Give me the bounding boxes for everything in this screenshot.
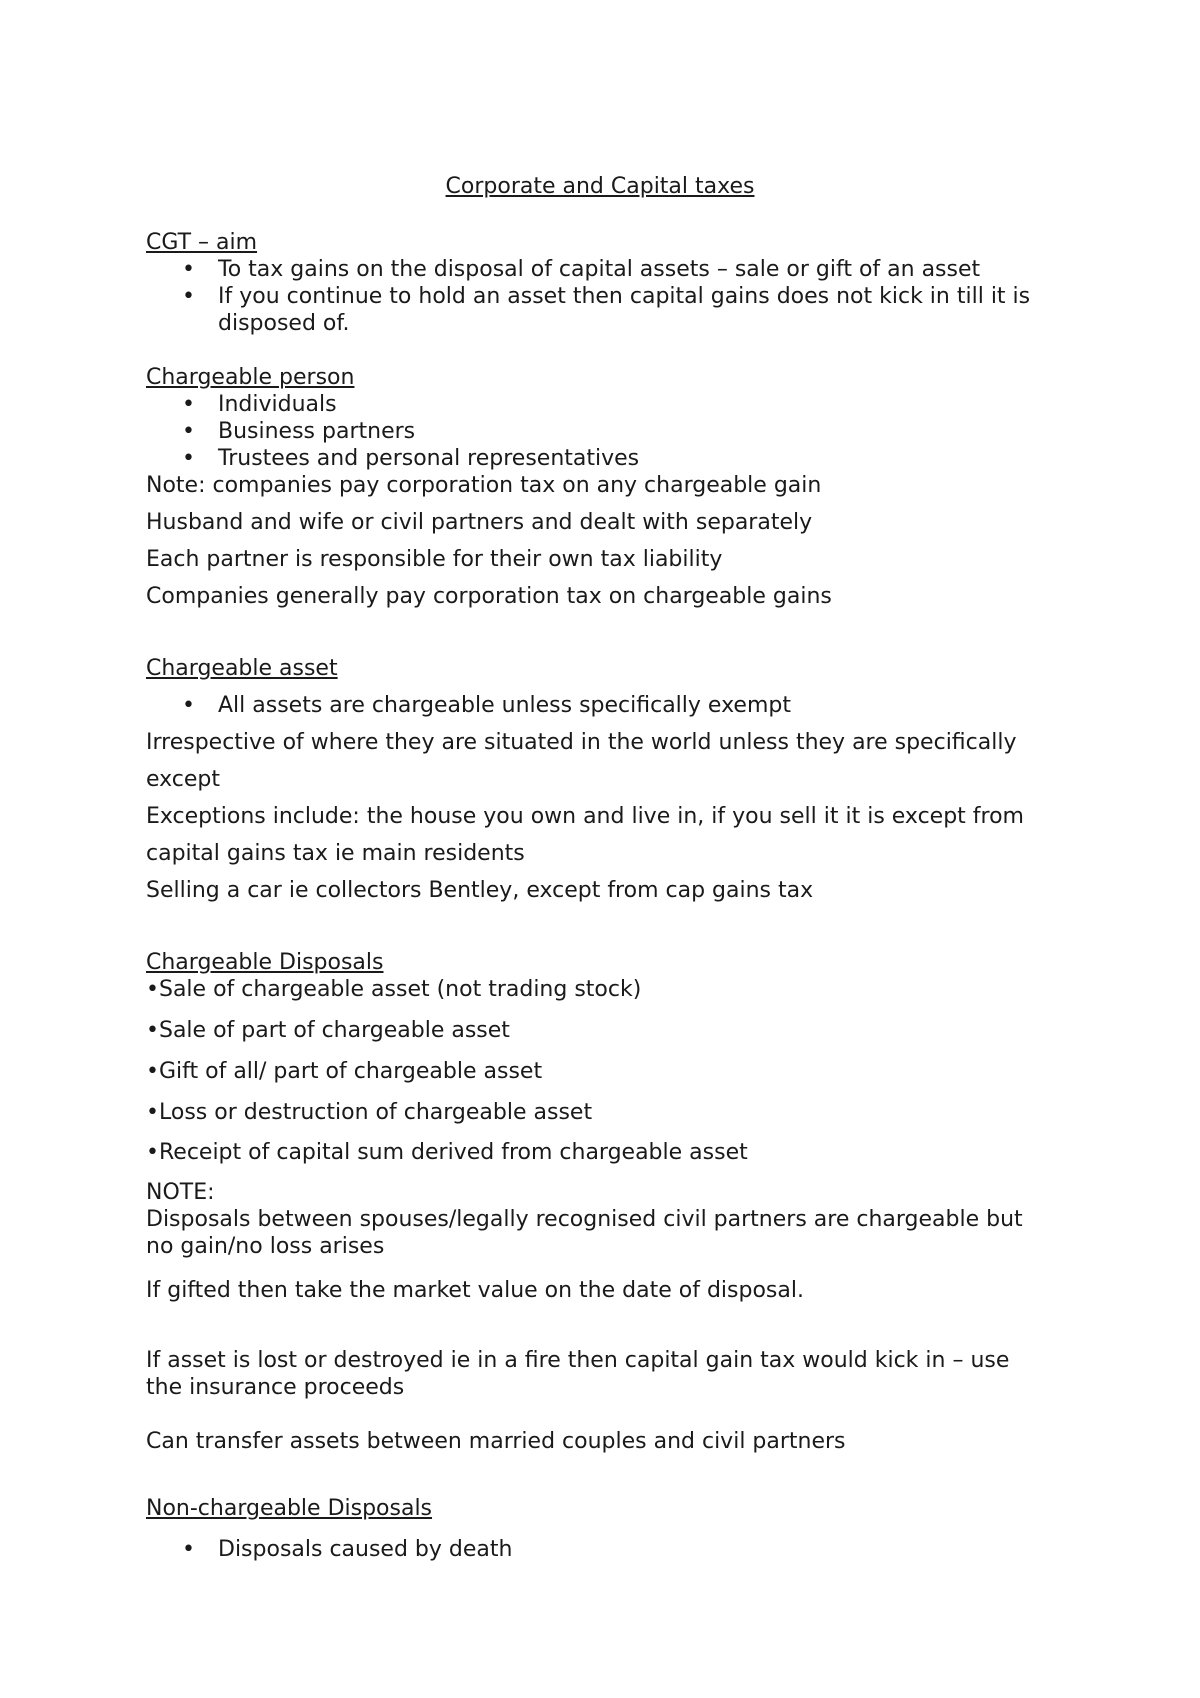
text-line: Each partner is responsible for their own tax liability [146,547,723,572]
bullet-icon: • [146,1059,159,1084]
list-item: •Gift of all/ part of chargeable asset [146,1059,543,1084]
text-line: NOTE: [146,1180,215,1205]
list-item: •Receipt of capital sum derived from chargeable asset [146,1140,748,1165]
bullet-icon: • [182,419,195,444]
text-line: Disposals between spouses/legally recognised civil partners are chargeable but [146,1207,1023,1232]
heading-chargeable-person: Chargeable person [146,365,355,390]
text-line: If asset is lost or destroyed ie in a fire then capital gain tax would kick in – use [146,1348,1010,1373]
list-item: •Sale of chargeable asset (not trading stock) [146,977,642,1002]
text-line: no gain/no loss arises [146,1234,385,1259]
bullet-icon: • [182,1537,195,1562]
bullet-icon: • [146,1018,159,1043]
heading-non-chargeable-disposals: Non-chargeable Disposals [146,1496,433,1521]
bullet-icon: • [146,1140,159,1165]
list-item: •Loss or destruction of chargeable asset [146,1100,593,1125]
document-title: Corporate and Capital taxes [445,174,755,199]
text-line: Exceptions include: the house you own and live in, if you sell it it is except from [146,804,1024,829]
text-line: Note: companies pay corporation tax on any chargeable gain [146,473,822,498]
text-line: Companies generally pay corporation tax on chargeable gains [146,584,832,609]
text-line: Husband and wife or civil partners and dealt with separately [146,510,813,535]
text-line: Irrespective of where they are situated in the world unless they are specifically [146,730,1017,755]
list-item: •Sale of part of chargeable asset [146,1018,510,1043]
bullet-icon: • [182,392,195,417]
text-line: Can transfer assets between married couples and civil partners [146,1429,846,1454]
heading-chargeable-asset: Chargeable asset [146,656,338,681]
bullet-icon: • [182,284,195,309]
text-line: the insurance proceeds [146,1375,405,1400]
text-line: capital gains tax ie main residents [146,841,525,866]
text-line: Selling a car ie collectors Bentley, except from cap gains tax [146,878,814,903]
text-line: except [146,767,221,792]
bullet-icon: • [182,257,195,282]
document-page: Corporate and Capital taxes CGT – aim • To tax gains on the disposal of capital assets – sale or gift of an asset • If you continue to hold an asset then capital gains does not kick in till it is disposed of. Chargeable person • Individuals • Business partners • Trustees and personal representatives Note: companies pay corporation tax on any chargeable gain Husband and wife or civil partners and dealt with separately Each partner is responsible for their own tax liability Companies generally pay corporation tax on chargeable gains Chargeable asset • All assets are chargeable unless specifically exempt Irrespective of where they are situated in the world unless they are specifically except Exceptions include: the house you own and live in, if you sell it it is except from capital gains tax ie main residents Selling a car ie collectors Bentley, except from cap gains tax Chargeable Disposals •Sale of chargeable asset (not trading stock) •Sale of part of chargeable asset •Gift of all/ part of chargeable asset •Loss or destruction of chargeable asset •Receipt of capital sum derived from chargeable asset NOTE: Disposals between spouses/legally recognised civil partners are chargeable but no gain/no loss arises If gifted then take the market value on the date of disposal. If asset is lost or destroyed ie in a fire then capital gain tax would kick in – use the insurance proceeds Can transfer assets between married couples and civil partners Non-chargeable Disposals • Disposals caused by death [0,0,1200,1698]
heading-chargeable-disposals: Chargeable Disposals [146,950,384,975]
heading-cgt-aim: CGT – aim [146,230,258,255]
bullet-icon: • [146,1100,159,1125]
bullet-icon: • [182,446,195,471]
text-line: If gifted then take the market value on the date of disposal. [146,1278,804,1303]
bullet-icon: • [146,977,159,1002]
bullet-icon: • [182,693,195,718]
